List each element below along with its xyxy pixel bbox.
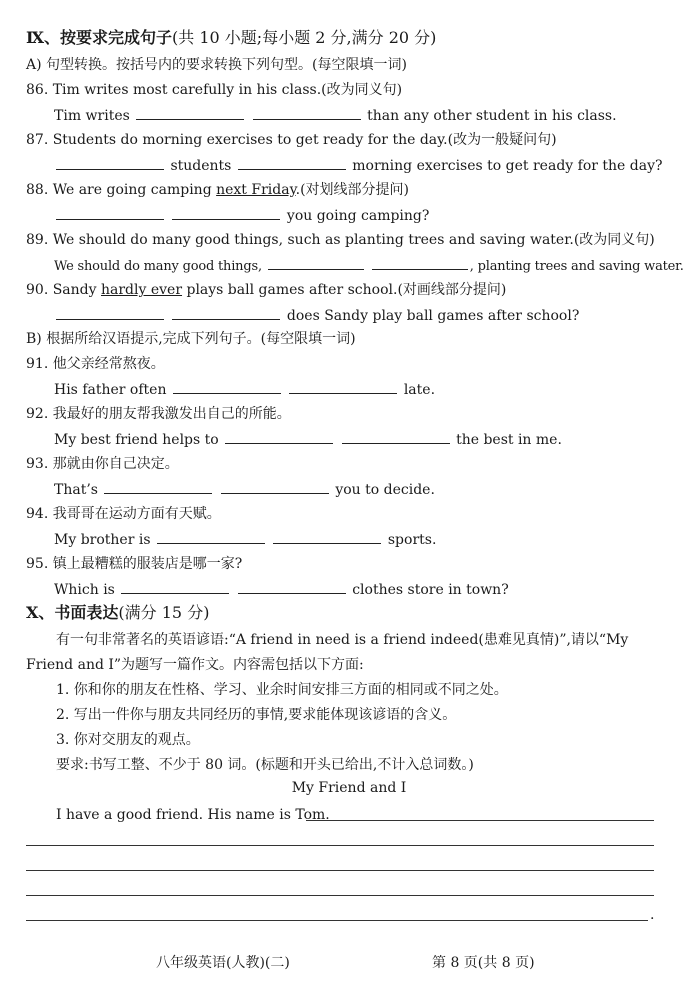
question-95: 95. 镇上最糟糕的服装店是哪一家? [26,556,243,572]
answer-blank[interactable] [273,529,381,544]
writing-line[interactable] [26,895,654,896]
answer-87: students morning exercises to get ready for the day? [54,155,663,176]
writing-point-1: 1. 你和你的朋友在性格、学习、业余时间安排三方面的相同或不同之处。 [56,682,508,698]
answer-blank[interactable] [253,105,361,120]
answer-blank[interactable] [56,205,164,220]
answer-blank[interactable] [173,379,281,394]
answer-blank[interactable] [342,429,450,444]
answer-86: Tim writes than any other student in his class. [54,105,617,126]
question-93: 93. 那就由你自己决定。 [26,456,179,472]
answer-blank[interactable] [238,155,346,170]
answer-90: does Sandy play ball games after school? [54,305,579,326]
answer-blank[interactable] [136,105,244,120]
section-10-score-note: (满分 15 分) [118,603,210,622]
answer-blank[interactable] [56,305,164,320]
writing-intro-line-1: 有一句非常著名的英语谚语:“A friend in need is a friend indeed(患难见真情)”,请以“My [56,632,629,648]
answer-blank[interactable] [372,255,468,270]
answer-92: My best friend helps to the best in me. [54,429,562,450]
footer-subject: 八年级英语(人教)(二) [156,955,290,971]
question-92: 92. 我最好的朋友帮我激发出自己的所能。 [26,406,291,422]
answer-blank[interactable] [56,155,164,170]
answer-blank[interactable] [289,379,397,394]
answer-blank[interactable] [221,479,329,494]
answer-93: That’s you to decide. [54,479,435,500]
section-9-title: Ⅸ、按要求完成句子 [26,28,173,47]
question-87: 87. Students do morning exercises to get ready for the day.(改为一般疑问句) [26,132,557,148]
footer-page-number: 第 8 页(共 8 页) [432,955,535,971]
answer-89: We should do many good things, , planting trees and saving water. [54,255,684,277]
answer-blank[interactable] [172,205,280,220]
section-9-heading [26,28,436,48]
writing-point-2: 2. 写出一件你与朋友共同经历的事情,要求能体现该谚语的含义。 [56,707,457,723]
answer-blank[interactable] [225,429,333,444]
essay-title: My Friend and I [291,780,407,796]
question-89: 89. We should do many good things, such as planting trees and saving water.(改为同义句) [26,232,655,248]
question-88: 88. We are going camping next Friday.(对划线部分提问) [26,182,410,198]
final-period: . [650,907,655,923]
question-86: 86. Tim writes most carefully in his class.(改为同义句) [26,82,403,98]
writing-requirement: 要求:书写工整、不少于 80 词。(标题和开头已给出,不计入总词数。) [56,757,474,773]
answer-88: you going camping? [54,205,429,226]
writing-point-3: 3. 你对交朋友的观点。 [56,732,200,748]
section-10-title: Ⅹ、书面表达 [26,603,119,622]
writing-line[interactable] [306,820,654,821]
underlined-phrase: hardly ever [101,282,183,298]
answer-blank[interactable] [268,255,364,270]
writing-line[interactable] [26,920,648,921]
question-91: 91. 他父亲经常熬夜。 [26,356,165,372]
writing-line[interactable] [26,870,654,871]
answer-95: Which is clothes store in town? [54,579,509,600]
answer-blank[interactable] [172,305,280,320]
underlined-phrase: next Friday [216,182,296,198]
essay-opening: I have a good friend. His name is Tom. [56,807,330,823]
section-9-score-note: (共 10 小题;每小题 2 分,满分 20 分) [172,28,437,47]
answer-blank[interactable] [157,529,265,544]
answer-91: His father often late. [54,379,435,400]
part-b-instruction: B) 根据所给汉语提示,完成下列句子。(每空限填一词) [26,331,356,347]
question-90: 90. Sandy hardly ever plays ball games after school.(对画线部分提问) [26,282,507,298]
section-10-heading [26,603,209,623]
writing-intro-line-2: Friend and I”为题写一篇作文。内容需包括以下方面: [26,657,364,673]
writing-line[interactable] [26,845,654,846]
answer-94: My brother is sports. [54,529,436,550]
answer-blank[interactable] [238,579,346,594]
part-a-instruction: A) 句型转换。按括号内的要求转换下列句型。(每空限填一词) [26,57,407,73]
answer-blank[interactable] [121,579,229,594]
answer-blank[interactable] [104,479,212,494]
question-94: 94. 我哥哥在运动方面有天赋。 [26,506,221,522]
